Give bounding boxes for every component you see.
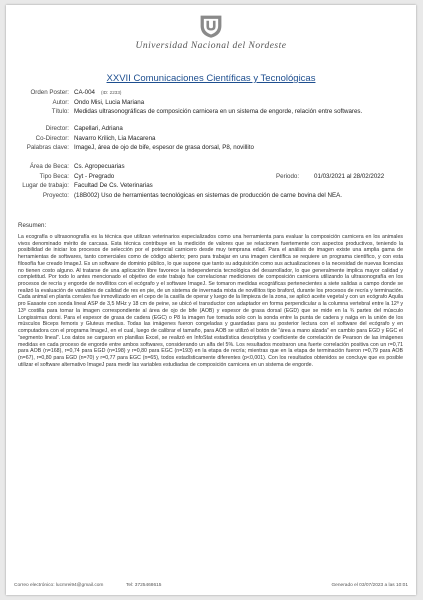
autor-value: Ondo Misi, Lucia Mariana [74, 98, 145, 106]
poster-metadata [6, 89, 416, 201]
conference-title: XXVII Comunicaciones Científicas y Tecnológicas [106, 73, 316, 84]
meta-row-palabras [6, 144, 416, 154]
university-name: Universidad Nacional del Nordeste [135, 41, 287, 51]
meta-row-tipo [6, 173, 416, 183]
periodo-value: 01/03/2021 al 28/02/2022 [314, 172, 385, 180]
meta-row-director [6, 125, 416, 135]
area-beca-value: Cs. Agropecuarias [74, 162, 125, 170]
tipo-beca-value: Cyt - Pregrado [74, 172, 115, 180]
meta-row-lugar [6, 182, 416, 192]
meta-row-orden [6, 89, 416, 99]
director-value: Capellari, Adriana [74, 125, 123, 133]
tipo-beca-label: Tipo Beca: [39, 172, 69, 180]
titulo-label: Título: [51, 108, 69, 116]
university-logo [198, 13, 224, 39]
meta-row-titulo [6, 108, 416, 125]
abstract-text: La ecografía o ultrasonografía es la técnica que utilizan veterinarios especializados como una herramienta para evaluar la composición carnicera en los animales vivos denominado mérito de carcasa. Esta técnica contribuye en la medición de valores que se relacionen fuertemente con aspectos productivos, teniendo la posibilidad de iniciar los procesos de selección por el potencial carnicero desde muy temprana edad. Para el análisis de imagen existe una amplia gama de herramientas de softwares, tanto comerciales como de código abierto; pero para trabajar en una imagen científica se requiere un programa científico, y con esta filosofía fue creado ImageJ. Es un software de dominio público, lo que supone que tanto su adquisición como sus actualizaciones o la necesidad de nuevas licencias no tienen costo alguno. Al tratarse de una aplicación libre favorece la independencia tecnológica del desarrollador, lo que generalmente implica mayor calidad y completitud. Por todo lo antes mencionado el objetivo de este trabajo fue correlacionar mediciones de composición carnicera utilizando la ultrasonografía en los procesos de recría y engorde de novillitos con el ecógrafo y el software ImageJ. Se tomaron medidas ecográficas pertenecientes a siete salidas a campo donde se realizó la evaluación de variables de calidad de res en pie, de un sistema de invernada mixta de novillitos tipo braford, durante los procesos de recría y terminación. Cada animal en planta corrales fue inmovilizado en el cepo de la casilla de operar y luego de la limpieza de la zona, se aplicó aceite vegetal y con un ecógrafo Aquila pro Easaote con sonda lineal ASP de 3,5 MHz y 18 cm de peine, se ubicó el transductor con adaptador en forma perpendicular a la columna vertebral entre la 12º y 13º costilla para tomar la imagen correspondiente al área de ojo de bife (AOB) y espesor de grasa dorsal (EGD) que se mide en la ¾ partes del músculo Longissimus dorsi. Para el espesor de grasa de cadera (EGC) o P8 la imagen fue tomada solo con la sonda entre la punta de cadera y nalga en la unión de los músculos Biceps femoris y Gluteus medius. Todas las imágenes fueron congeladas y guardadas para su posterior lectura con el software del ecógrafo y en computadora con el programa ImageJ, en el cual, luego de calibrar el tamaño, para AOB se utilizó el botón de “área a mano alzada” en cambio para EGD y EGC el “segmento lineal”. Los datos se cargaron en planillas Excel, se realizó en InfoStat estadística descriptiva y coeficiente de correlación de Pearson de las imágenes medidas en cada proceso de engorde entre ambos softwares, considerando un alfa del 5%. Los resultados mostraron una fuerte correlación positiva con un r=0,71 para AOB (n=168), r=0,74 para EGD (n=198) y r=0,80 para EGC (n=193) en la etapa de recría; mientras que en la etapa de terminación fueron r=0,79 para AOB (n=67), r=0,80 para EGD (n=70) y r=0,77 para EGC (n=65), todos estadísticamente diferentes (p<0,001). Con los resultados obtenidos se concluye que es posible utilizar el software alternativo ImageJ para medir las variables estudiadas de composición carnicera en un sistema de engorde. [18, 234, 403, 368]
footer-email: Correo electrónico: lucmrei94@gmail.com [14, 583, 104, 588]
document-page [6, 5, 416, 595]
area-beca-label: Área de Beca: [29, 162, 69, 170]
periodo-label: Periodo: [276, 172, 300, 180]
autor-label: Autor: [52, 98, 69, 106]
meta-row-area [6, 163, 416, 173]
abstract-title: Resumen: [18, 222, 47, 229]
palabras-clave-label: Palabras clave: [26, 144, 69, 152]
orden-poster-label: Orden Poster: [30, 89, 69, 96]
abstract-section [18, 222, 403, 368]
meta-row-proyecto [6, 192, 416, 202]
proyecto-value: (18B002) Uso de herramientas tecnológicas en sistemas de producción de carne bovina del NEA. [74, 191, 342, 199]
palabras-clave-value: ImageJ, área de ojo de bife, espesor de grasa dorsal, P8, novillito [74, 144, 254, 152]
orden-poster-value: CA-004 [74, 89, 95, 96]
titulo-value: Medidas ultrasonográficas de composición carnicera en un sistema de engorde, relación entre softwares. [74, 108, 363, 116]
lugar-trabajo-value: Facultad De Cs. Veterinarias [74, 182, 153, 190]
codirector-label: Co-Director: [35, 134, 69, 142]
meta-row-codirector [6, 135, 416, 145]
lugar-trabajo-label: Lugar de trabajo: [22, 182, 69, 190]
director-label: Director: [45, 125, 69, 133]
footer-phone: Tel: 3725468615 [126, 583, 162, 588]
meta-row-autor [6, 99, 416, 109]
codirector-value: Navarro Krilich, Lia Macarena [74, 134, 156, 142]
proyecto-label: Proyecto: [42, 191, 69, 199]
orden-poster-id: (ID: 2233) [100, 90, 122, 95]
document-header [6, 13, 416, 51]
footer-generated: Generado el 03/07/2023 a las 10:01 [331, 583, 408, 588]
